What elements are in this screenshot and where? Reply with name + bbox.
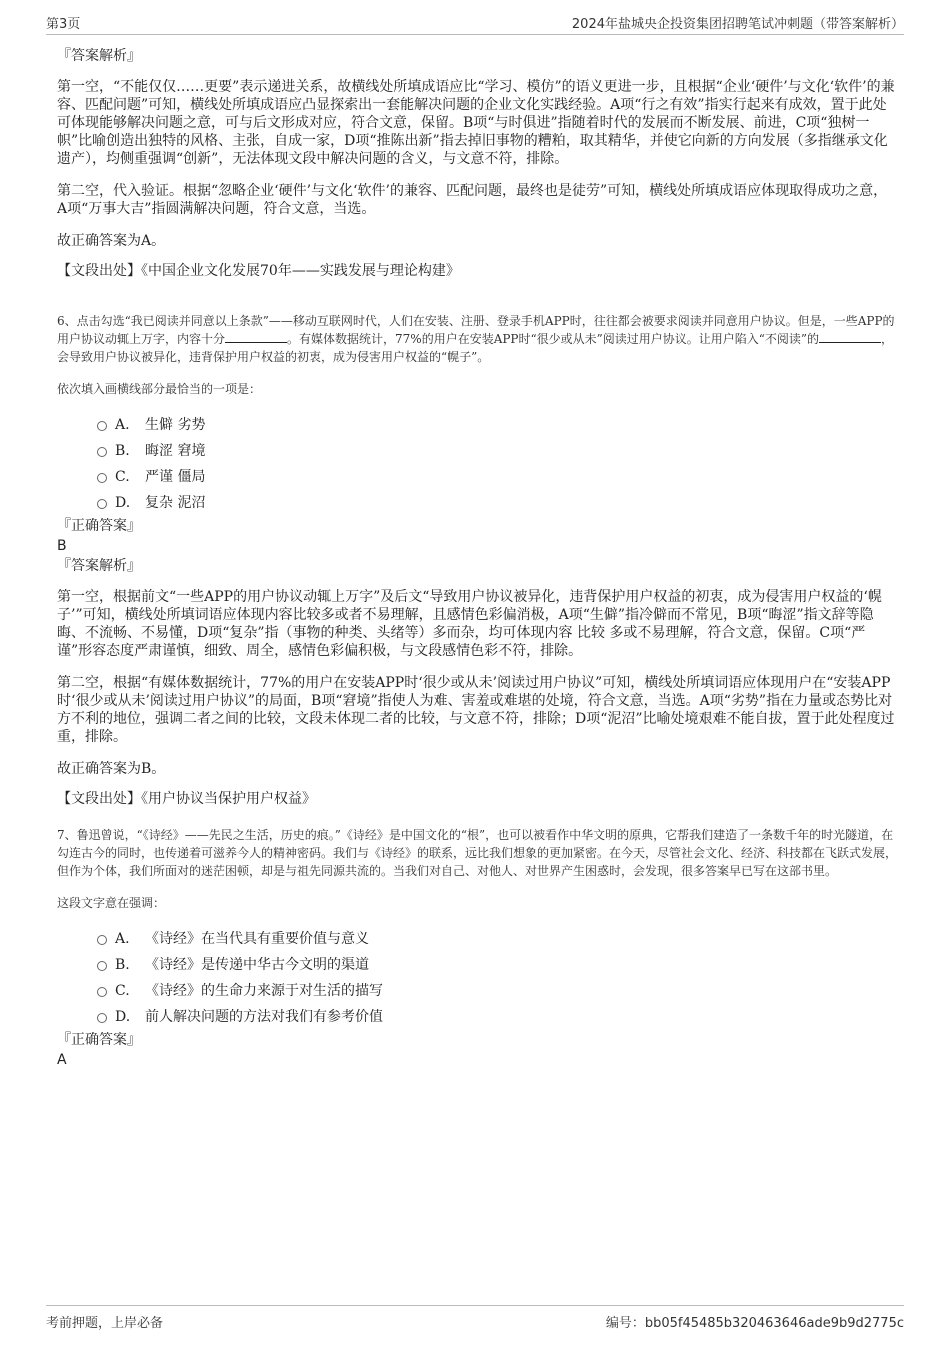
q6-answer: B bbox=[57, 538, 67, 554]
q6-analysis-p2: 第二空，根据“有媒体数据统计，77%的用户在安装APP时‘很少或从未’阅读过用户协议”可知，横线处所填词语应体现用户在“安装APP时‘很少或从未’阅读过用户协议”的局面，B项“窘境”指使人为难、害羞或难堪的处境，符合文意，当选。A项“劣势”指在力量或态势比对方不利的地位，强调二者之间的比较，文段未体现二者的比较，与文意不符，排除；D项“泥沼”比喻处境艰难不能自拔，置于此处程度过重，排除。 bbox=[57, 675, 895, 745]
document-title: 2024年盐城央企投资集团招聘笔试冲刺题（带答案解析） bbox=[571, 17, 904, 32]
q7-prompt: 这段文字意在强调： bbox=[57, 896, 166, 910]
q6-option-b[interactable]: B. 晦涩 窘境 bbox=[97, 438, 897, 464]
radio-icon[interactable] bbox=[97, 1013, 107, 1023]
q6-correct-heading: 『正确答案』 bbox=[57, 518, 141, 534]
q6-prompt: 依次填入画横线部分最恰当的一项是： bbox=[57, 382, 262, 396]
q7-answer: A bbox=[57, 1052, 67, 1068]
footer-slogan: 考前押题，上岸必备 bbox=[46, 1316, 164, 1331]
radio-icon[interactable] bbox=[97, 961, 107, 971]
q7-stem: 7、鲁迅曾说，“《诗经》——先民之生活，历史的痕。”《诗经》是中国文化的“根”，也可以被看作中华文明的原典，它帮我们建造了一条数千年的时光隧道，在勾连古今的同时，也传递着可滋养今人的精神密码。我们与《诗经》的联系，远比我们想象的更加紧密。在今天，尽管社会文化、经济、科技都在飞跃式发展，但作为个体，我们所面对的迷茫困顿，却是与祖先同源共流的。当我们对自己、对他人、对世界产生困惑时，会发现，很多答案早已写在这部书里。 bbox=[57, 828, 898, 878]
q5-source: 【文段出处】《中国企业文化发展70年——实践发展与理论构建》 bbox=[57, 263, 460, 279]
q6-blank-1 bbox=[225, 330, 287, 343]
page-header bbox=[46, 10, 904, 35]
q6-stem-part-b: 。有媒体数据统计，77%的用户在安装APP时“很少或从未”阅读过用户协议。让用户陷入“不阅读”的 bbox=[287, 332, 820, 346]
radio-icon[interactable] bbox=[97, 935, 107, 945]
page-footer bbox=[46, 1305, 904, 1330]
q6-conclusion: 故正确答案为B。 bbox=[57, 761, 166, 777]
q6-stem-part-a: 6、点击勾选“我已阅读并同意以上条款”——移动互联网时代，人们在安装、注册、登录手机APP时，往往都会被要求阅读并同意用户协议。但是，一些APP的用户协议动辄上万字，内容十分 bbox=[57, 314, 895, 346]
page-number: 第3页 bbox=[46, 17, 81, 32]
radio-icon[interactable] bbox=[97, 473, 107, 483]
q6-analysis-heading: 『答案解析』 bbox=[57, 558, 141, 574]
q6-options bbox=[57, 412, 897, 516]
q6-option-d[interactable]: D. 复杂 泥沼 bbox=[97, 490, 897, 516]
q7-option-b[interactable]: B. 《诗经》是传递中华古今文明的渠道 bbox=[97, 952, 897, 978]
radio-icon[interactable] bbox=[97, 447, 107, 457]
radio-icon[interactable] bbox=[97, 421, 107, 431]
q6-blank-2 bbox=[819, 330, 881, 343]
analysis-heading: 『答案解析』 bbox=[57, 48, 141, 64]
q7-option-c[interactable]: C. 《诗经》的生命力来源于对生活的描写 bbox=[97, 978, 897, 1004]
q5-conclusion: 故正确答案为A。 bbox=[57, 233, 166, 249]
q7-options bbox=[57, 926, 897, 1030]
q5-analysis-p2: 第二空，代入验证。根据“忽略企业‘硬件’与文化‘软件’的兼容、匹配问题，最终也是徒劳”可知，横线处所填成语应体现取得成功之意，A项“万事大吉”指圆满解决问题，符合文意，当选。 bbox=[57, 183, 888, 217]
radio-icon[interactable] bbox=[97, 987, 107, 997]
radio-icon[interactable] bbox=[97, 499, 107, 509]
q7-correct-heading: 『正确答案』 bbox=[57, 1032, 141, 1048]
q7-option-d[interactable]: D. 前人解决问题的方法对我们有参考价值 bbox=[97, 1004, 897, 1030]
q7-option-a[interactable]: A. 《诗经》在当代具有重要价值与意义 bbox=[97, 926, 897, 952]
q6-option-a[interactable]: A. 生僻 劣势 bbox=[97, 412, 897, 438]
q6-stem-part-c: ，会导致用户协议被异化，违背保护用户权益的初衷，成为侵害用户权益的“幌子”。 bbox=[57, 332, 894, 364]
q6-option-c[interactable]: C. 严谨 僵局 bbox=[97, 464, 897, 490]
q6-stem bbox=[57, 312, 897, 366]
document-code: 编号：bb05f45485b320463646ade9b9d2775c bbox=[605, 1316, 904, 1331]
q5-analysis-p1: 第一空，“不能仅仅……更要”表示递进关系，故横线处所填成语应比“学习、模仿”的语义更进一步，且根据“企业‘硬件’与文化‘软件’的兼容、匹配问题”可知，横线处所填成语应凸显探索出一套能解决问题的企业文化实践经验。A项“行之有效”指实行起来有成效，置于此处可体现能够解决问题之意，可与后文形成对应，符合文意，保留。B项“与时俱进”指随着时代的发展而不断发展、前进，C项“独树一帜”比喻创造出独特的风格、主张，自成一家，D项“推陈出新”指去掉旧事物的糟粕，取其精华，并使它向新的方向发展（多指继承文化遗产），均侧重强调“创新”，无法体现文段中解决问题的含义，与文意不符，排除。 bbox=[57, 79, 895, 167]
q6-source: 【文段出处】《用户协议当保护用户权益》 bbox=[57, 791, 316, 807]
page-content bbox=[57, 46, 897, 1070]
q6-analysis-p1: 第一空，根据前文“一些APP的用户协议动辄上万字”及后文“导致用户协议被异化，违背保护用户权益的初衷，成为侵害用户权益的‘幌子’”可知，横线处所填词语应体现内容比较多或者不易理解，且感情色彩偏消极，A项“生僻”指冷僻而不常见，B项“晦涩”指文辞等隐晦、不流畅、不易懂，D项“复杂”指（事物的种类、头绪等）多而杂，均可体现内容 比较 多或不易理解，符合文意，保留。C项“严谨”形容态度严肃谨慎，细致、周全，感情色彩偏积极，与文段感情色彩不符，排除。 bbox=[57, 589, 882, 659]
